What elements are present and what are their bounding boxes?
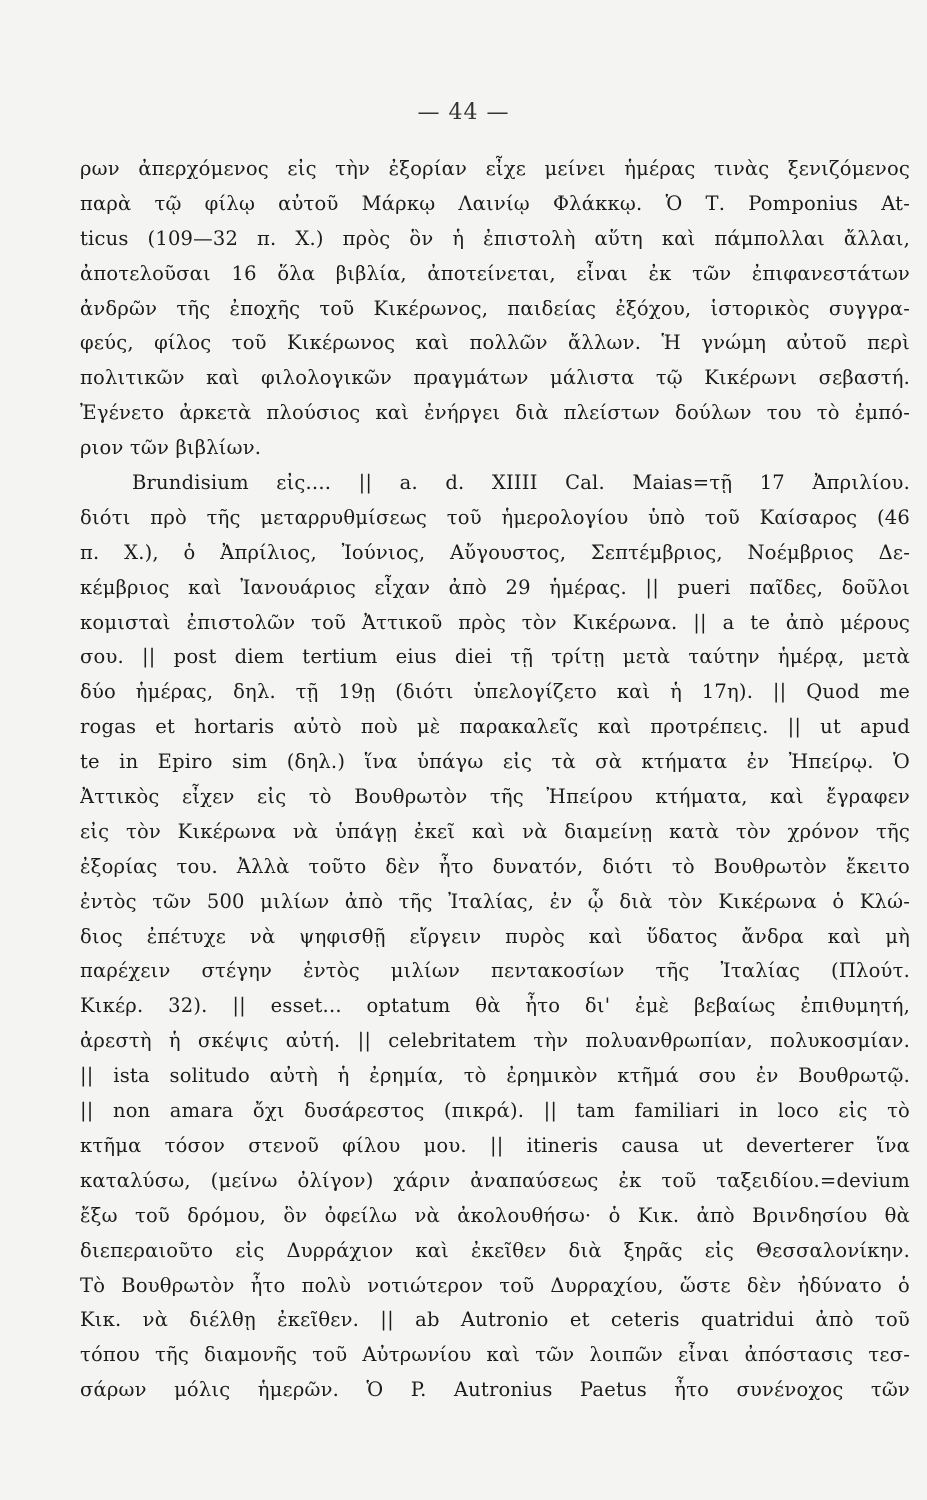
text-line: παρέχειν στέγην ἐντὸς μιλίων πεντακοσίων τῆς Ἰταλίας (Πλούτ. bbox=[80, 959, 910, 983]
text-line: ἐξορίας του. Ἀλλὰ τοῦτο δὲν ἦτο δυνατόν, διότι τὸ Βουθρωτὸν ἔκειτο bbox=[80, 854, 910, 878]
text-line: ἀνδρῶν τῆς ἐποχῆς τοῦ Κικέρωνος, παιδείας ἐξόχου, ἱστορικὸς συγγρα- bbox=[80, 296, 910, 320]
text-line: πολιτικῶν καὶ φιλολογικῶν πραγμάτων μάλιστα τῷ Κικέρωνι σεβαστή. bbox=[80, 366, 910, 390]
text-line: Ἀττικὸς εἶχεν εἰς τὸ Βουθρωτὸν τῆς Ἠπείρου κτήματα, καὶ ἔγραφεν bbox=[80, 785, 910, 809]
text-line: rogas et hortaris αὐτὸ ποὺ μὲ παρακαλεῖς καὶ προτρέπεις. || ut apud bbox=[80, 715, 910, 739]
text-line: δύο ἡμέρας, δηλ. τῇ 19ῃ (διότι ὑπελογίζετο καὶ ἡ 17η). || Quod me bbox=[80, 680, 910, 704]
text-line: παρὰ τῷ φίλῳ αὐτοῦ Μάρκῳ Λαινίῳ Φλάκκῳ. Ὁ Τ. Pomponius At- bbox=[80, 191, 910, 215]
text-line: Κικ. νὰ διέλθῃ ἐκεῖθεν. || ab Autronio et ceteris quatridui ἀπὸ τοῦ bbox=[80, 1308, 910, 1332]
body-text bbox=[80, 152, 910, 1408]
text-line: π. Χ.), ὁ Ἀπρίλιος, Ἰούνιος, Αὔγουστος, Σεπτέμβριος, Νοέμβριος Δε- bbox=[80, 540, 910, 564]
text-line: κτῆμα τόσον στενοῦ φίλου μου. || itineris causa ut deverterer ἵνα bbox=[80, 1133, 910, 1157]
text-line: εἰς τὸν Κικέρωνα νὰ ὑπάγῃ ἐκεῖ καὶ νὰ διαμείνῃ κατὰ τὸν χρόνον τῆς bbox=[80, 819, 910, 843]
text-line: Brundisium εἰς.... || a. d. XIIII Cal. Maias=τῇ 17 Ἀπριλίου. bbox=[132, 471, 910, 495]
text-line: || non amara ὄχι δυσάρεστος (πικρά). || tam familiari in loco εἰς τὸ bbox=[80, 1099, 910, 1123]
text-line: Ἐγένετο ἀρκετὰ πλούσιος καὶ ἐνήργει διὰ πλείστων δούλων του τὸ ἐμπό- bbox=[80, 401, 910, 425]
text-line: ticus (109—32 π. Χ.) πρὸς ὃν ἡ ἐπιστολὴ αὕτη καὶ πάμπολλαι ἄλλαι, bbox=[80, 226, 910, 250]
text-line: κομισταὶ ἐπιστολῶν τοῦ Ἀττικοῦ πρὸς τὸν Κικέρωνα. || a te ἀπὸ μέρους bbox=[80, 610, 910, 634]
text-line: ριον τῶν βιβλίων. bbox=[80, 436, 262, 460]
text-line: Τὸ Βουθρωτὸν ἦτο πολὺ νοτιώτερον τοῦ Δυρραχίου, ὥστε δὲν ἠδύνατο ὁ bbox=[80, 1273, 910, 1297]
text-line: κέμβριος καὶ Ἰανουάριος εἶχαν ἀπὸ 29 ἡμέρας. || pueri παῖδες, δοῦλοι bbox=[80, 575, 910, 599]
text-line: ἔξω τοῦ δρόμου, ὃν ὀφείλω νὰ ἀκολουθήσω· ὁ Κικ. ἀπὸ Βρινδησίου θὰ bbox=[80, 1203, 910, 1227]
text-line: te in Epiro sim (δηλ.) ἵνα ὑπάγω εἰς τὰ σὰ κτήματα ἐν Ἠπείρῳ. Ὁ bbox=[80, 750, 910, 774]
text-line: τόπου τῆς διαμονῆς τοῦ Αὐτρωνίου καὶ τῶν λοιπῶν εἶναι ἀπόστασις τεσ- bbox=[80, 1343, 910, 1367]
text-line: Κικέρ. 32). || esset... optatum θὰ ἦτο δι' ἐμὲ βεβαίως ἐπιθυμητή, bbox=[80, 994, 910, 1018]
text-line: σάρων μόλις ἡμερῶν. Ὁ P. Autronius Paetus ἦτο συνένοχος τῶν bbox=[80, 1378, 910, 1402]
text-line: ρων ἀπερχόμενος εἰς τὴν ἐξορίαν εἶχε μείνει ἡμέρας τινὰς ξενιζόμενος bbox=[80, 157, 910, 180]
text-line: διότι πρὸ τῆς μεταρρυθμίσεως τοῦ ἡμερολογίου ὑπὸ τοῦ Καίσαρος (46 bbox=[80, 505, 910, 529]
text-line: διεπεραιοῦτο εἰς Δυρράχιον καὶ ἐκεῖθεν διὰ ξηρᾶς εἰς Θεσσαλονίκην. bbox=[80, 1238, 910, 1262]
text-line: || ista solitudo αὐτὴ ἡ ἐρημία, τὸ ἐρημικὸν κτῆμά σου ἐν Βουθρωτῷ. bbox=[80, 1064, 910, 1088]
text-line: σου. || post diem tertium eius diei τῇ τρίτῃ μετὰ ταύτην ἡμέρᾳ, μετὰ bbox=[80, 645, 910, 669]
text-line: διος ἐπέτυχε νὰ ψηφισθῇ εἴργειν πυρὸς καὶ ὕδατος ἄνδρα καὶ μὴ bbox=[80, 924, 910, 948]
text-line: καταλύσω, (μείνω ὀλίγον) χάριν ἀναπαύσεως ἐκ τοῦ ταξειδίου.=devium bbox=[80, 1168, 910, 1192]
text-line: φεύς, φίλος τοῦ Κικέρωνος καὶ πολλῶν ἄλλων. Ἡ γνώμη αὐτοῦ περὶ bbox=[80, 331, 910, 355]
text-line: ἐντὸς τῶν 500 μιλίων ἀπὸ τῆς Ἰταλίας, ἐν ᾧ διὰ τὸν Κικέρωνα ὁ Κλώ- bbox=[80, 889, 910, 913]
text-line: ἀποτελοῦσαι 16 ὅλα βιβλία, ἀποτείνεται, εἶναι ἐκ τῶν ἐπιφανεστάτων bbox=[80, 261, 910, 285]
page-number: — 44 — bbox=[417, 100, 510, 125]
text-line: ἀρεστὴ ἡ σκέψις αὐτή. || celebritatem τὴν πολυανθρωπίαν, πολυκοσμίαν. bbox=[80, 1029, 910, 1053]
